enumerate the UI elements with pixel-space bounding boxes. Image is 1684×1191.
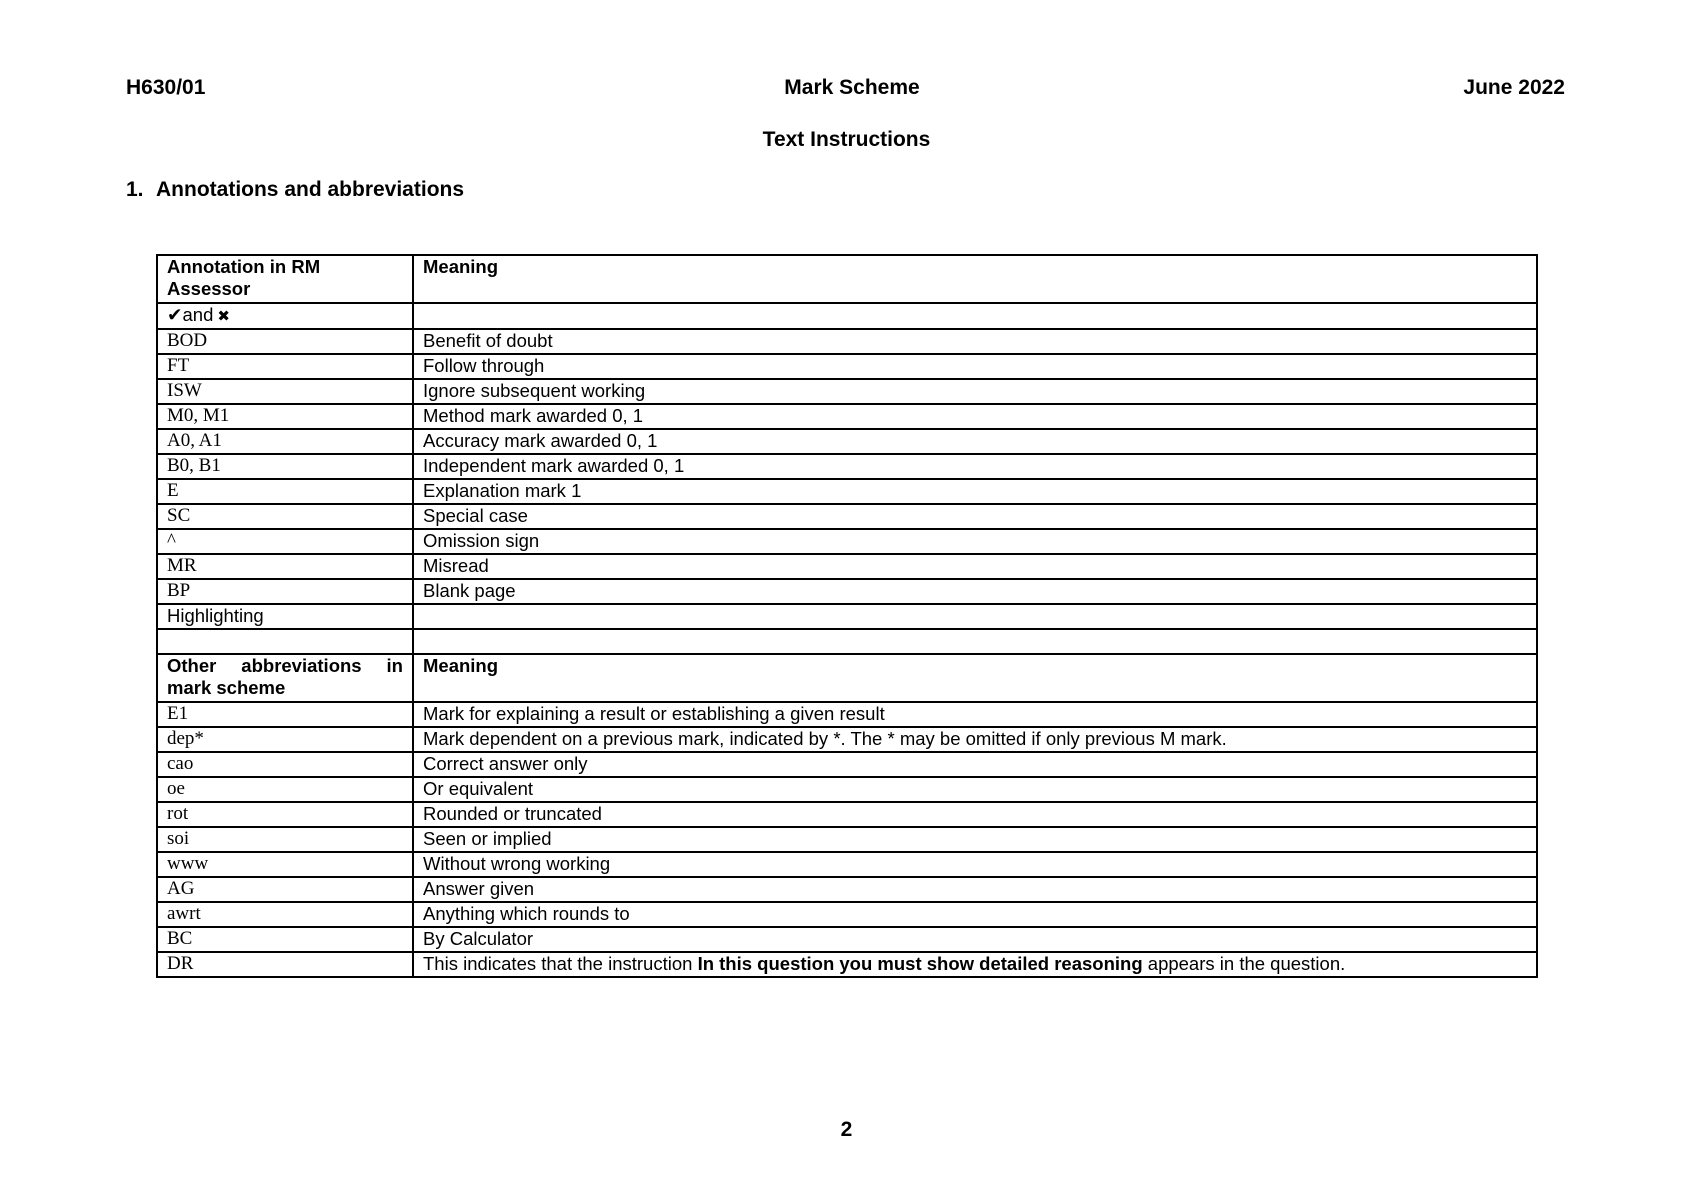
table-cell-meaning: Accuracy mark awarded 0, 1 [413,429,1537,454]
table-row [157,404,1537,429]
table-cell-meaning: Follow through [413,354,1537,379]
table-row [157,727,1537,752]
table-cell-code: awrt [157,902,413,927]
table-cell-meaning: Seen or implied [413,827,1537,852]
table-cell-code: SC [157,504,413,529]
table-cell-meaning: Ignore subsequent working [413,379,1537,404]
table-cell-code: A0, A1 [157,429,413,454]
table-row [157,529,1537,554]
table-cell-code: Highlighting [157,604,413,629]
table-cell-meaning [413,952,1537,977]
table-row [157,504,1537,529]
empty-cell [157,629,413,654]
table-cell-meaning [413,604,1537,629]
table-header-row [157,654,1537,702]
table-cell-meaning [413,303,1537,329]
table-cell-meaning: Anything which rounds to [413,902,1537,927]
table-cell-meaning: Method mark awarded 0, 1 [413,404,1537,429]
table-cell-code: AG [157,877,413,902]
table-header-annotation: Annotation in RM Assessor [157,255,413,303]
table-header-other-abbreviations: Other abbreviations in mark scheme [157,654,413,702]
dr-meaning-text: This indicates that the instruction [423,953,698,974]
table-spacer-row [157,629,1537,654]
section-number: 1. [126,178,144,201]
table-cell-code: ^ [157,529,413,554]
table-cell-meaning: Explanation mark 1 [413,479,1537,504]
table-cell-meaning: Mark dependent on a previous mark, indicated by *. The * may be omitted if only previous M mark. [413,727,1537,752]
table-cell-code: M0, M1 [157,404,413,429]
table-cell-code: dep* [157,727,413,752]
empty-cell [413,629,1537,654]
table-row [157,554,1537,579]
table-cell-meaning: Special case [413,504,1537,529]
dr-meaning-bold: In this question you must show detailed reasoning [697,953,1143,974]
table-row [157,802,1537,827]
table-cell-meaning: Correct answer only [413,752,1537,777]
table-row [157,579,1537,604]
table-cell-code: DR [157,952,413,977]
page-number: 2 [840,1118,853,1141]
table-cell-code: E [157,479,413,504]
table-row [157,379,1537,404]
table-row [157,877,1537,902]
table-cell-meaning: Or equivalent [413,777,1537,802]
table-cell-code: BOD [157,329,413,354]
page-subtitle: Text Instructions [762,128,931,151]
table-cell-code: oe [157,777,413,802]
table-row [157,777,1537,802]
and-text: and [182,304,214,325]
table-cell-code: www [157,852,413,877]
table-cell-meaning: Blank page [413,579,1537,604]
table-cell-code: FT [157,354,413,379]
table-cell-code: E1 [157,702,413,727]
table-cell-code: B0, B1 [157,454,413,479]
table-header-meaning: Meaning [413,654,1537,702]
table-cell-code: BP [157,579,413,604]
table-row [157,454,1537,479]
table-row [157,354,1537,379]
annotations-table [156,254,1538,978]
header-title: Mark Scheme [784,76,920,99]
table-cell-meaning: Without wrong working [413,852,1537,877]
table-row [157,927,1537,952]
header-date: June 2022 [1463,76,1565,99]
table-row [157,902,1537,927]
table-cell-code: rot [157,802,413,827]
table-cell-meaning: Mark for explaining a result or establishing a given result [413,702,1537,727]
table-cell-meaning: By Calculator [413,927,1537,952]
section-heading [126,178,464,202]
table-row [157,429,1537,454]
table-cell-meaning: Benefit of doubt [413,329,1537,354]
table-cell-meaning: Omission sign [413,529,1537,554]
section-title: Annotations and abbreviations [156,178,465,201]
header-code: H630/01 [126,76,206,99]
table-row [157,702,1537,727]
table-cell-meaning: Misread [413,554,1537,579]
table-cell-code: cao [157,752,413,777]
table-header-row [157,255,1537,303]
cross-icon: ✖ [217,308,230,325]
table-row [157,329,1537,354]
table-cell-code: BC [157,927,413,952]
table-header-meaning: Meaning [413,255,1537,303]
table-row [157,303,1537,329]
table-row [157,479,1537,504]
table-row [157,952,1537,977]
table-cell-meaning: Rounded or truncated [413,802,1537,827]
table-cell-code: ISW [157,379,413,404]
table-row [157,604,1537,629]
tick-icon: ✔ [167,304,183,325]
table-row [157,752,1537,777]
table-row [157,827,1537,852]
table-cell-code: soi [157,827,413,852]
table-cell-meaning: Answer given [413,877,1537,902]
dr-meaning-text-end: appears in the question. [1142,953,1346,974]
table-cell-code: MR [157,554,413,579]
tick-and-cross-cell [157,303,413,329]
table-row [157,852,1537,877]
table-cell-meaning: Independent mark awarded 0, 1 [413,454,1537,479]
